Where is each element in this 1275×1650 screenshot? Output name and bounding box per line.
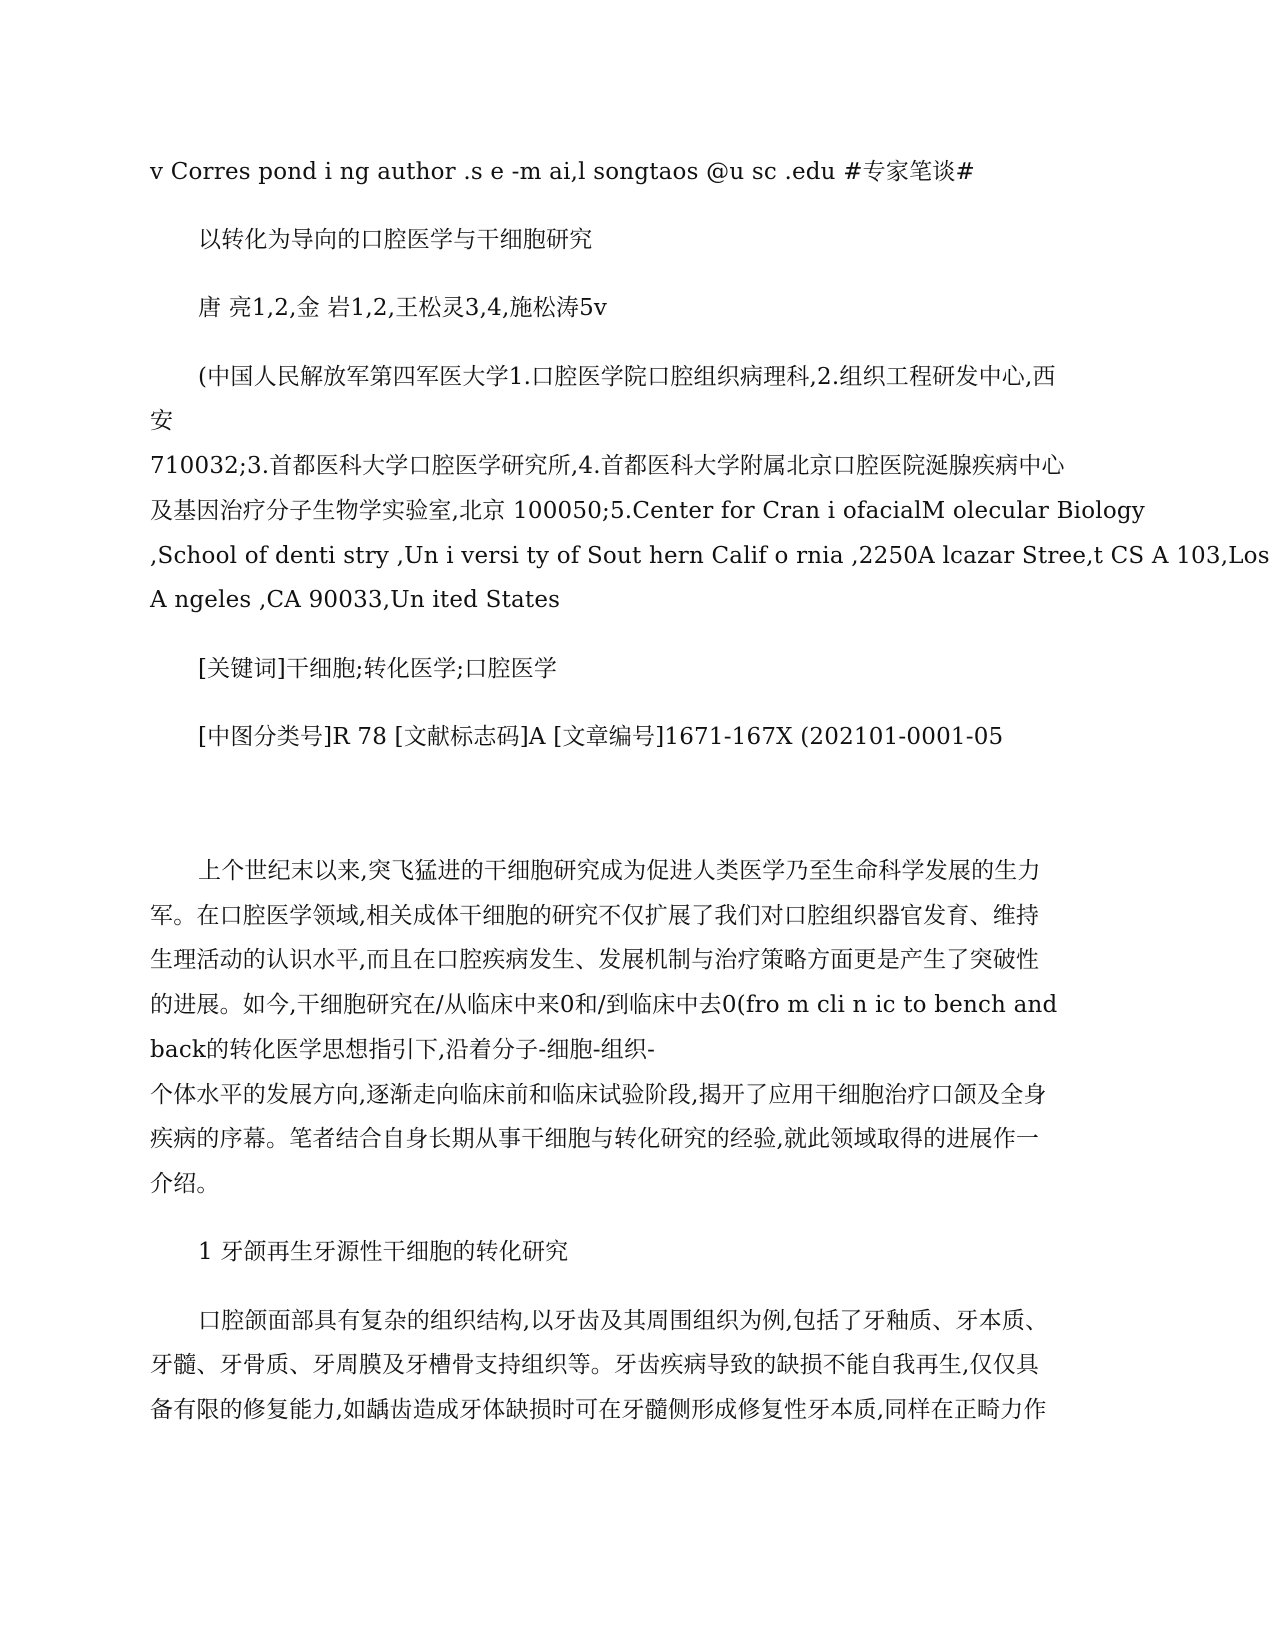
intro-paragraph-line: 上个世纪末以来,突飞猛进的干细胞研究成为促进人类医学乃至生命科学发展的生力 xyxy=(198,858,1041,884)
intro-paragraph-line: 的进展。如今,干细胞研究在/从临床中来0和/到临床中去0(fro m cli n ic to bench and xyxy=(150,992,1058,1018)
affiliation-line: 710032;3.首都医科大学口腔医学研究所,4.首都医科大学附属北京口腔医院涎腺疾病中心 xyxy=(150,453,1065,479)
affiliation-line: (中国人民解放军第四军医大学1.口腔医学院口腔组织病理科,2.组织工程研发中心,西 xyxy=(198,364,1056,390)
affiliation-line: A ngeles ,CA 90033,Un ited States xyxy=(150,587,561,613)
classification-line: [中图分类号]R 78 [文献标志码]A [文章编号]1671-167X (202101-0001-05 xyxy=(198,724,1004,750)
article-title: 以转化为导向的口腔医学与干细胞研究 xyxy=(198,227,593,253)
intro-paragraph-line: back的转化医学思想指引下,沿着分子-细胞-组织- xyxy=(150,1037,656,1063)
correspondence-line: v Corres pond i ng author .s e -m ai,l songtaos @u sc .edu #专家笔谈# xyxy=(150,159,975,185)
intro-paragraph-line: 生理活动的认识水平,而且在口腔疾病发生、发展机制与治疗策略方面更是产生了突破性 xyxy=(150,947,1040,973)
section-paragraph-line: 备有限的修复能力,如龋齿造成牙体缺损时可在牙髓侧形成修复性牙本质,同样在正畸力作 xyxy=(150,1397,1047,1423)
intro-paragraph-line: 军。在口腔医学领域,相关成体干细胞的研究不仅扩展了我们对口腔组织器官发育、维持 xyxy=(150,903,1040,929)
affiliation-line: ,School of denti stry ,Un i versi ty of Sout hern Calif o rnia ,2250A lcazar Stree,t CS A 103,Los xyxy=(150,543,1270,569)
affiliation-line: 及基因治疗分子生物学实验室,北京 100050;5.Center for Cran i ofacialM olecular Biology xyxy=(150,498,1146,524)
section-paragraph-line: 口腔颌面部具有复杂的组织结构,以牙齿及其周围组织为例,包括了牙釉质、牙本质、 xyxy=(198,1308,1049,1334)
keywords-line: [关键词]干细胞;转化医学;口腔医学 xyxy=(198,656,558,682)
intro-paragraph-line: 疾病的序幕。笔者结合自身长期从事干细胞与转化研究的经验,就此领域取得的进展作一 xyxy=(150,1126,1040,1152)
intro-paragraph-line: 介绍。 xyxy=(150,1171,220,1197)
section-paragraph-line: 牙髓、牙骨质、牙周膜及牙槽骨支持组织等。牙齿疾病导致的缺损不能自我再生,仅仅具 xyxy=(150,1352,1040,1378)
affiliation-line: 安 xyxy=(150,408,174,434)
author-list: 唐 亮1,2,金 岩1,2,王松灵3,4,施松涛5v xyxy=(198,295,608,321)
section-heading: 1 牙颌再生牙源性干细胞的转化研究 xyxy=(198,1239,569,1265)
intro-paragraph-line: 个体水平的发展方向,逐渐走向临床前和临床试验阶段,揭开了应用干细胞治疗口颌及全身 xyxy=(150,1082,1047,1108)
